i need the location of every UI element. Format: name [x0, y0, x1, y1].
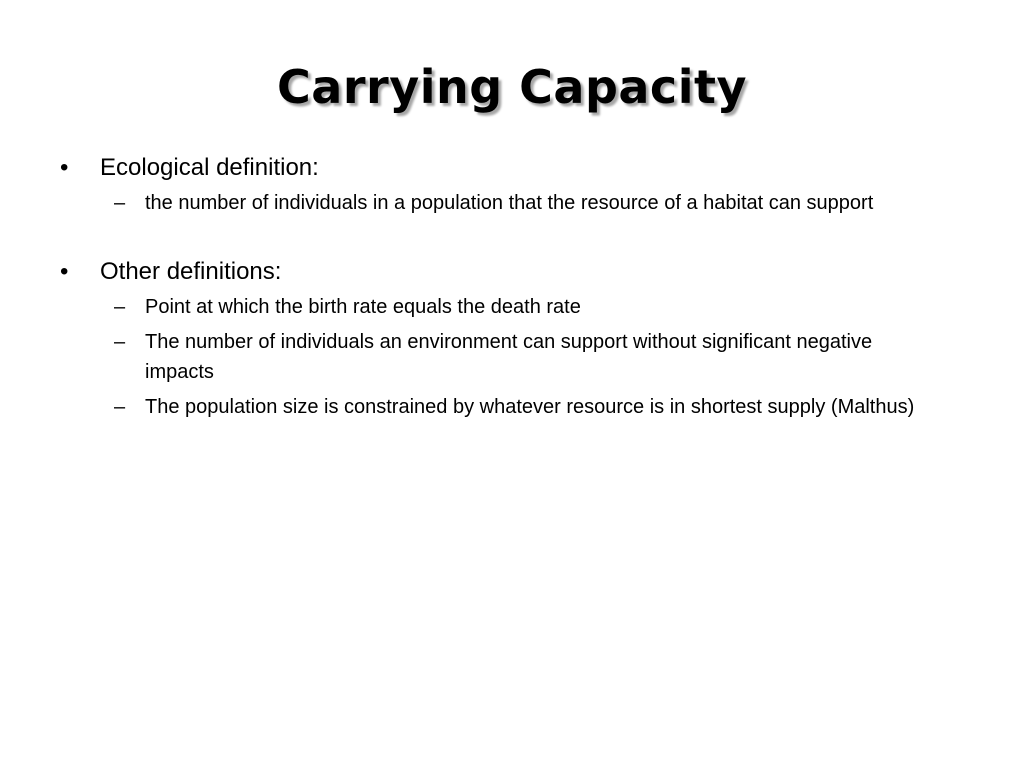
sub-bullet-text: Point at which the birth rate equals the death rate — [145, 296, 581, 318]
sub-bullet-item — [0, 292, 1024, 322]
slide-title: Carrying Capacity — [277, 60, 747, 114]
sub-bullet-text: The number of individuals an environment can support without significant negative impacts — [145, 331, 873, 383]
dash-icon: – — [114, 192, 126, 214]
bullet-item — [0, 150, 1024, 186]
sub-bullet-text: The population size is constrained by whatever resource is in shortest supply (Malthus) — [145, 396, 915, 418]
bullet-heading: Other definitions: — [100, 258, 282, 285]
section-other-definitions — [0, 254, 1024, 422]
sub-bullet-item — [0, 327, 1024, 387]
sub-list — [0, 188, 1024, 218]
slide-content — [0, 150, 1024, 427]
dash-icon: – — [114, 296, 126, 318]
sub-list — [0, 292, 1024, 422]
bullet-icon: • — [60, 258, 69, 285]
section-ecological-definition — [0, 150, 1024, 218]
bullet-item — [0, 254, 1024, 290]
bullet-heading: Ecological definition: — [100, 154, 319, 181]
dash-icon: – — [114, 331, 126, 353]
sub-bullet-item — [0, 188, 1024, 218]
sub-bullet-item — [0, 392, 1024, 422]
sub-bullet-text: the number of individuals in a population that the resource of a habitat can support — [145, 192, 874, 214]
dash-icon: – — [114, 396, 126, 418]
bullet-icon: • — [60, 154, 69, 181]
